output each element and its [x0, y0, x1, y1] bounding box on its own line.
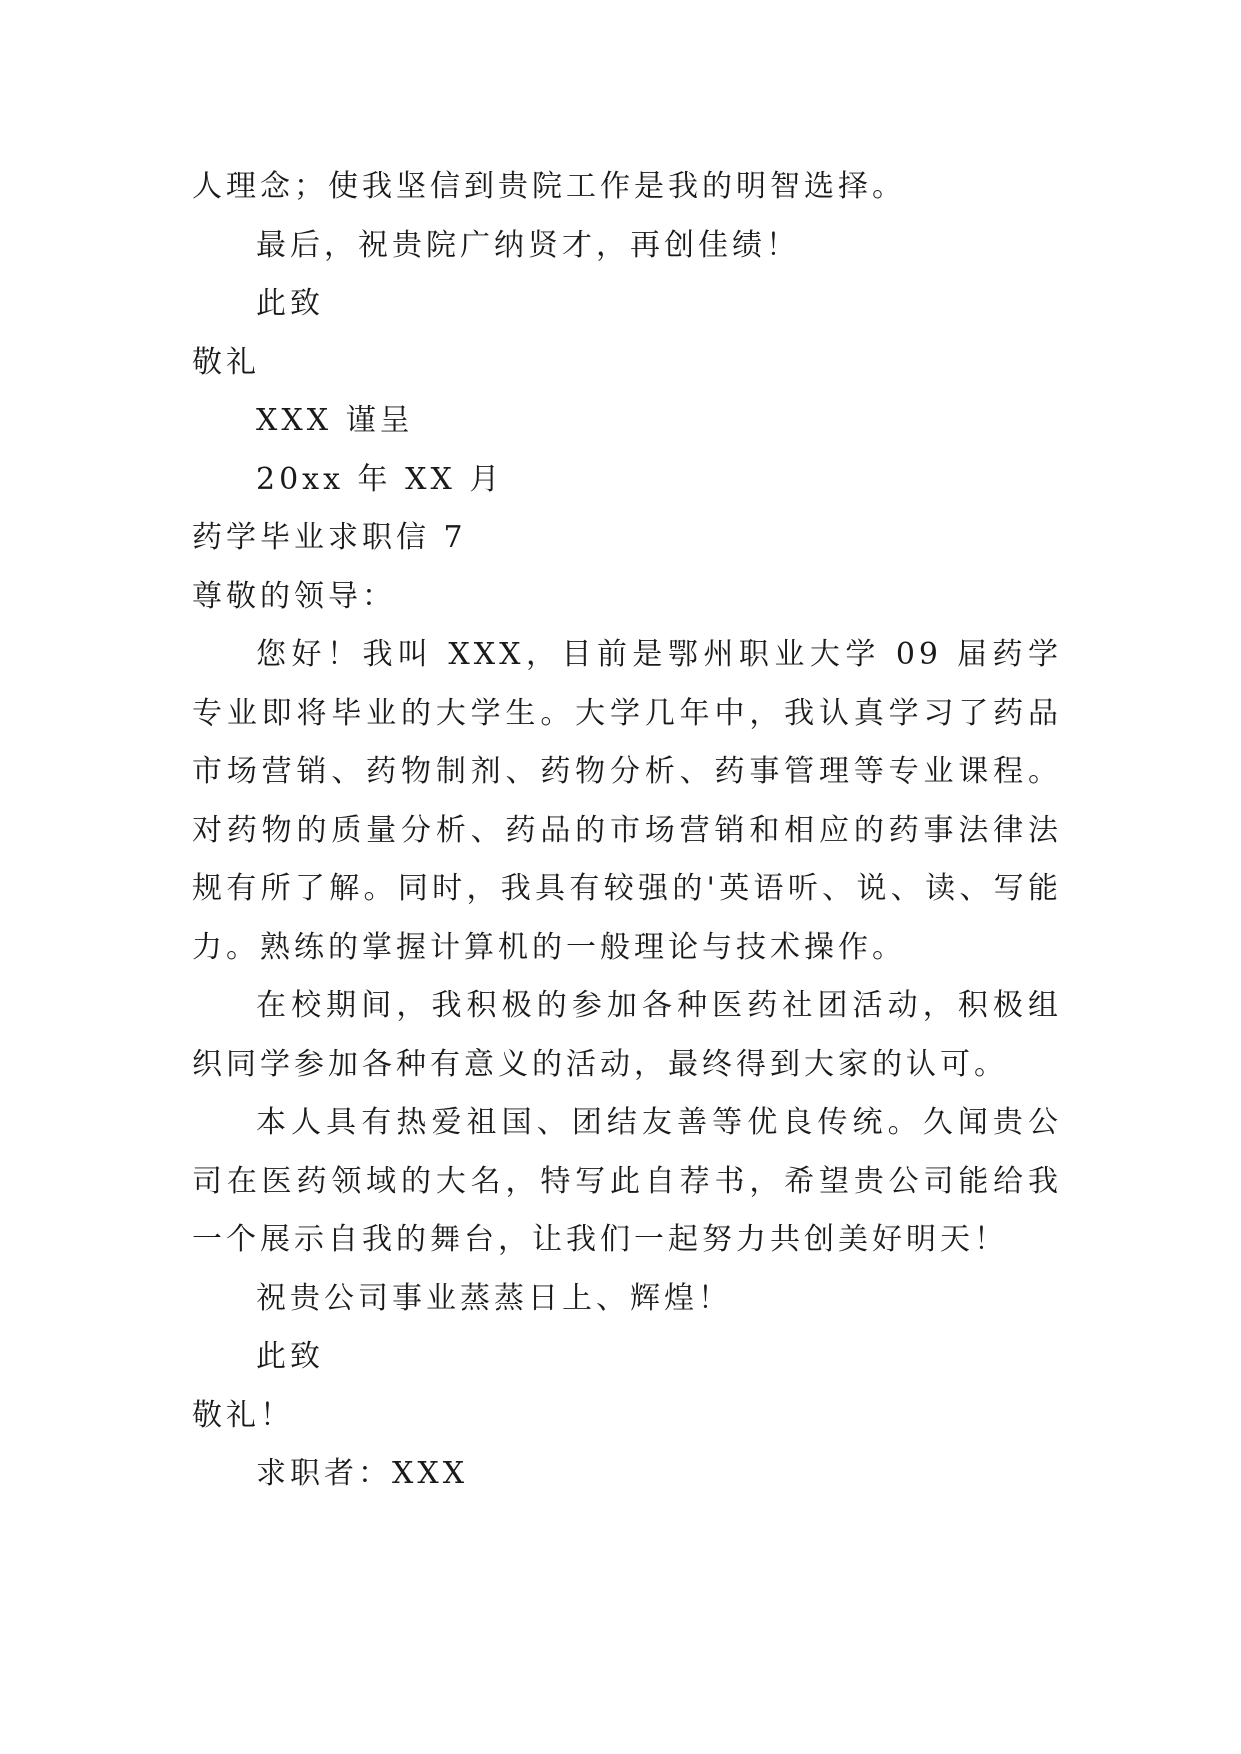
prev-letter-continuation: 人理念；使我坚信到贵院工作是我的明智选择。: [192, 169, 906, 204]
letter7-paragraph-self: 本人具有热爱祖国、团结友善等优良传统。久闻贵公司在医药领域的大名，特写此自荐书，希望贵公司能给我一个展示自我的舞台，让我们一起努力共创美好明天！: [192, 1105, 1062, 1257]
letter7-paragraph-wish: 祝贵公司事业蒸蒸日上、辉煌！: [256, 1280, 732, 1316]
letter7-heading: 药学毕业求职信 7: [192, 520, 467, 555]
prev-letter-signature: XXX 谨呈: [256, 403, 414, 438]
prev-letter-date: 20xx 年 XX 月: [256, 461, 504, 497]
letter7-greeting: 尊敬的领导：: [192, 578, 396, 614]
letter7-salutation-1: 此致: [256, 1339, 324, 1374]
prev-letter-salutation-2: 敬礼: [192, 344, 260, 380]
letter7-paragraph-campus: 在校期间，我积极的参加各种医药社团活动，积极组织同学参加各种有意义的活动，最终得到大家的认可。: [192, 988, 1062, 1082]
prev-letter-salutation-1: 此致: [256, 286, 324, 321]
letter7-salutation-2: 敬礼！: [192, 1397, 294, 1433]
prev-letter-closing-wish: 最后，祝贵院广纳贤才，再创佳绩！: [256, 227, 800, 263]
letter7-signature: 求职者：XXX: [256, 1456, 469, 1491]
document-body: [192, 158, 1062, 1504]
letter7-paragraph-intro: 您好！我叫 XXX，目前是鄂州职业大学 09 届药学专业即将毕业的大学生。大学几年中，我认真学习了药品市场营销、药物制剂、药物分析、药事管理等专业课程。对药物的质量分析、药品的市场营销和相应的药事法律法规有所了解。同时，我具有较强的'英语听、说、读、写能力。熟练的掌握计算机的一般理论与技术操作。: [192, 637, 1062, 965]
